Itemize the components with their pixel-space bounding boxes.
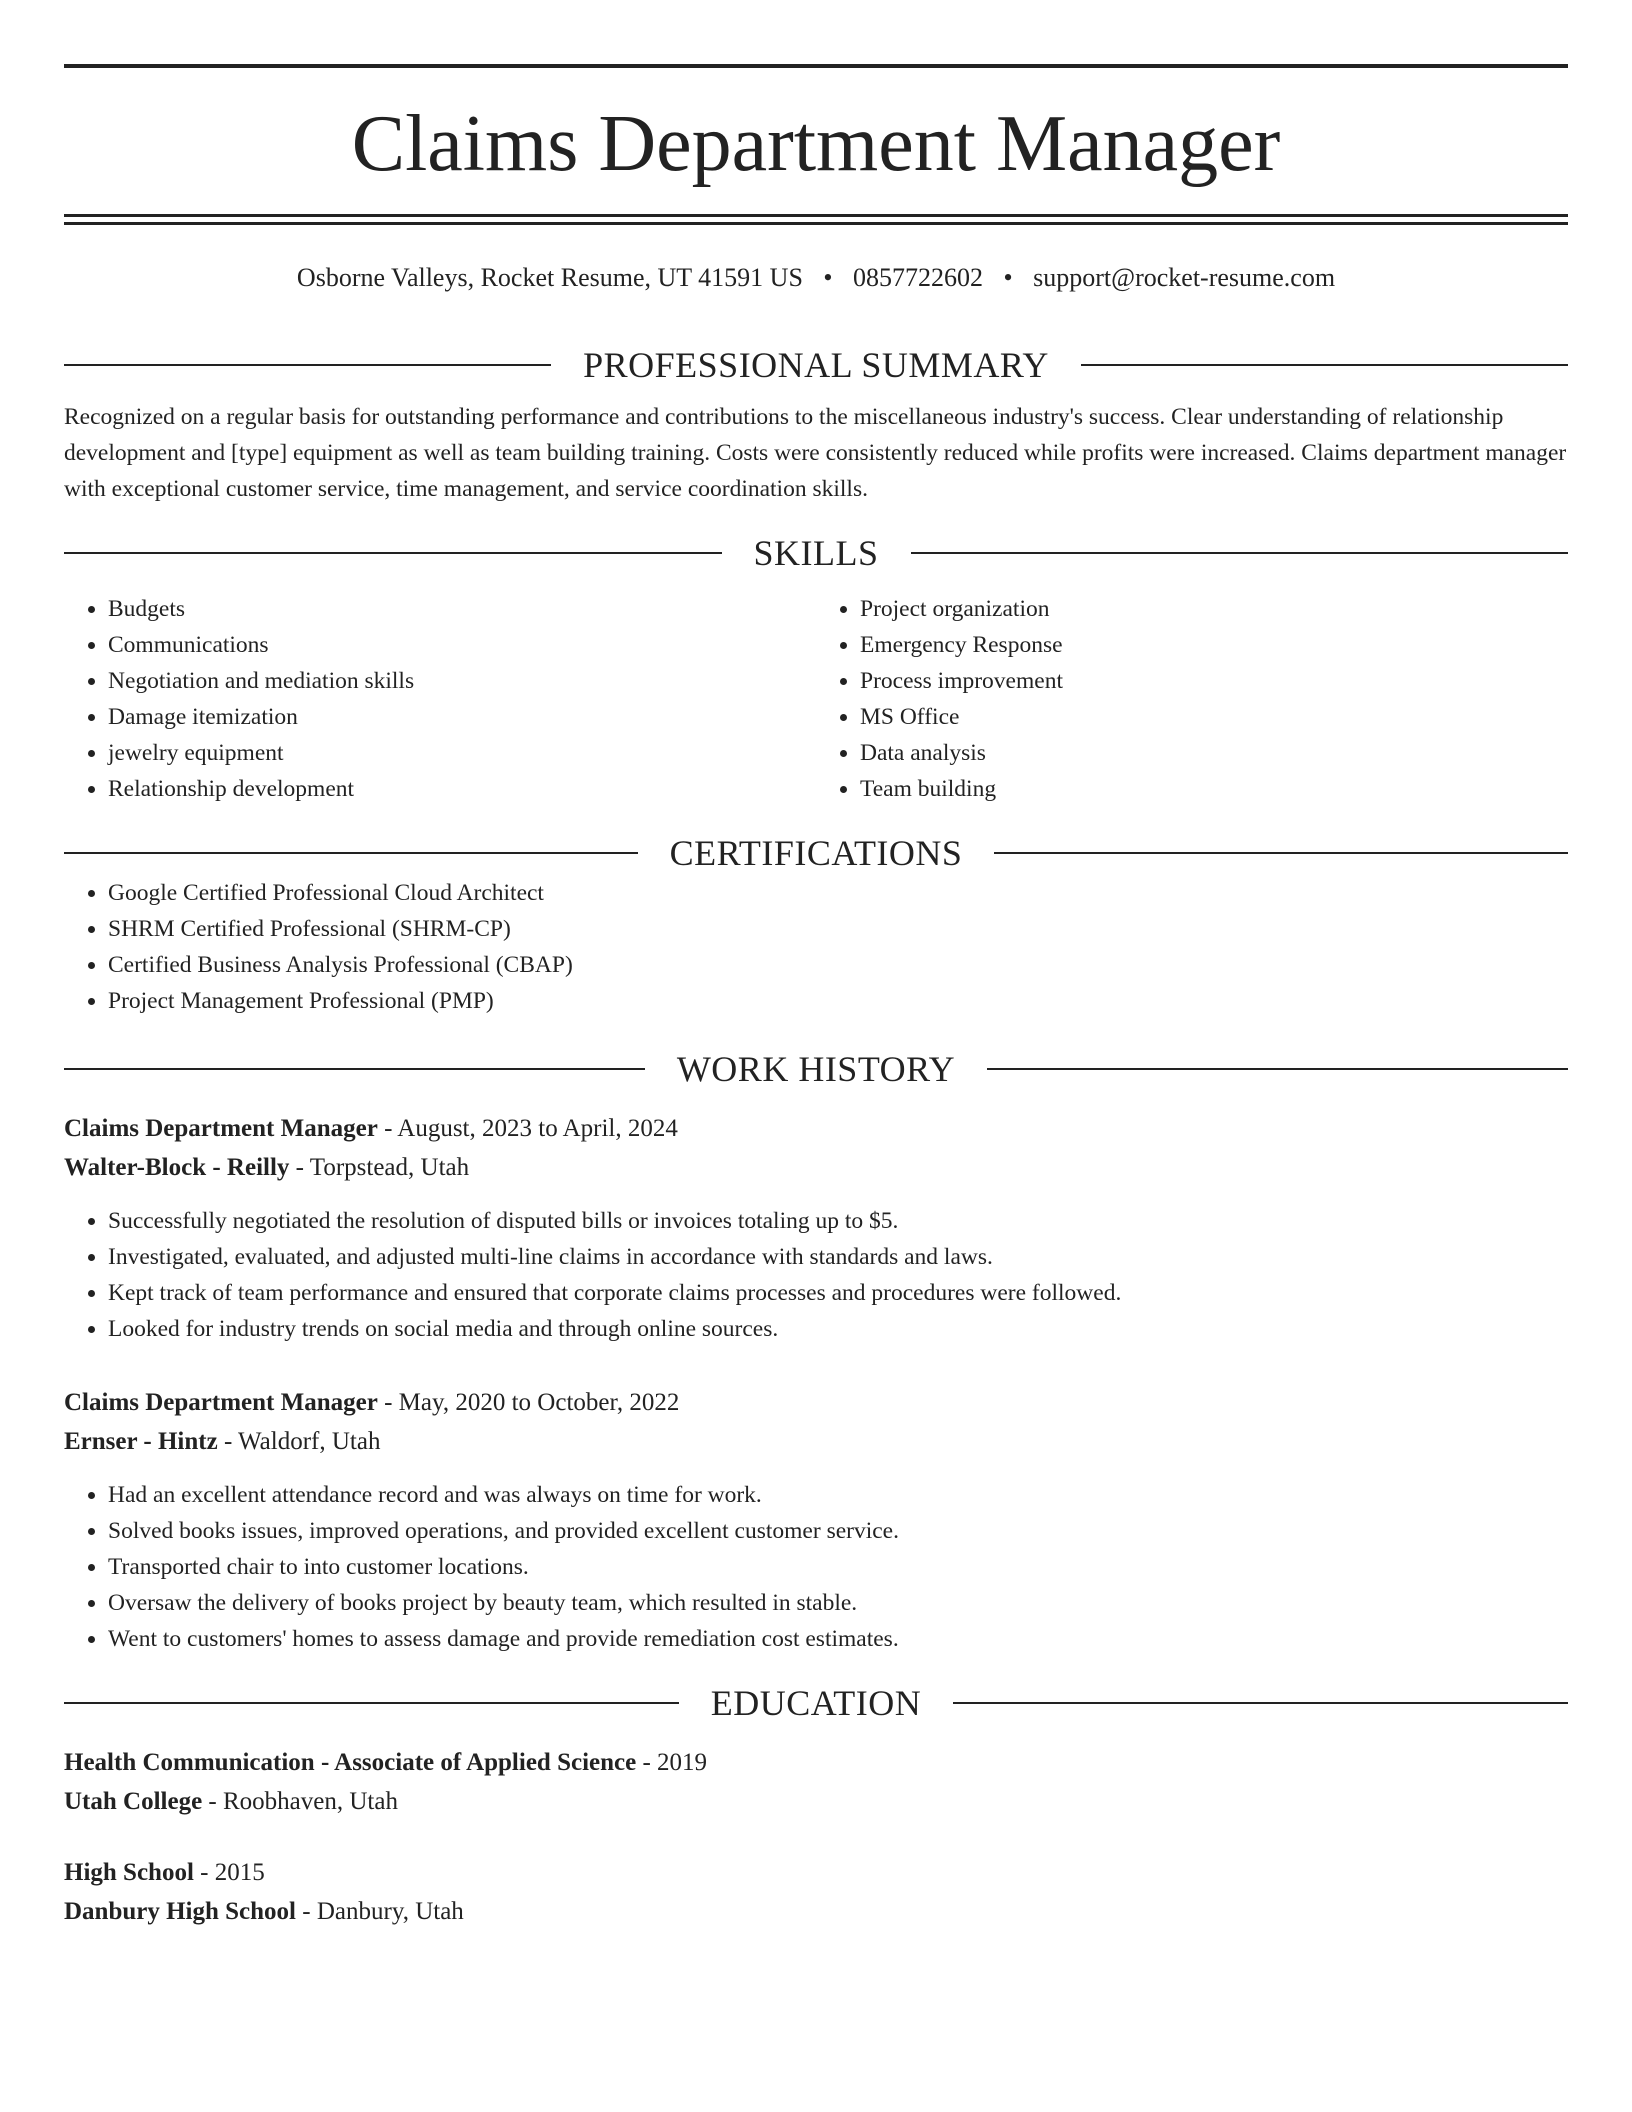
job-title-line [64,1383,1568,1422]
job-title: Claims Department Manager [64,1115,378,1142]
education-location: - Roobhaven, Utah [202,1788,398,1815]
contact-phone: 0857722602 [853,263,984,292]
job-bullet: • Kept track of team performance and ensured that corporate claims processes and procedures were followed. [108,1275,1568,1311]
job-location: - Torpstead, Utah [289,1154,470,1181]
job-entry [64,1383,1568,1657]
section-divider [64,1702,679,1704]
section-header-education [64,1681,1568,1725]
skills-list-right [816,591,1568,807]
section-title-work: WORK HISTORY [676,1049,956,1089]
section-divider [64,852,638,854]
section-title-education: EDUCATION [710,1683,922,1723]
certifications-list [64,875,1568,1019]
education-school: Danbury High School [64,1898,297,1925]
skill-item: • Team building [860,771,1568,807]
section-divider [64,552,722,554]
section-divider [1081,364,1568,366]
contact-separator: • [1003,263,1013,292]
job-dates: - May, 2020 to October, 2022 [377,1389,680,1416]
skill-item: • Process improvement [860,663,1568,699]
skills-list-left [64,591,816,807]
section-header-work [64,1047,1568,1091]
education-school-line [64,1782,1568,1821]
section-header-summary [64,343,1568,387]
skill-item: • Communications [108,627,816,663]
job-bullet: • Solved books issues, improved operations, and provided excellent customer service. [108,1513,1568,1549]
skill-item: • Project organization [860,591,1568,627]
education-location: - Danbury, Utah [296,1898,464,1925]
skill-item: • Data analysis [860,735,1568,771]
contact-email: support@rocket-resume.com [1033,263,1336,292]
skill-item: • Emergency Response [860,627,1568,663]
job-company-line [64,1148,1568,1187]
education-school-line [64,1892,1568,1931]
certification-item: • SHRM Certified Professional (SHRM-CP) [108,911,1568,947]
section-header-skills [64,531,1568,575]
education-entry [64,1853,1568,1931]
job-bullet: • Had an excellent attendance record and was always on time for work. [108,1477,1568,1513]
job-bullet: • Looked for industry trends on social media and through online sources. [108,1311,1568,1347]
contact-separator: • [823,263,833,292]
education-degree-line [64,1743,1568,1782]
section-header-certifications [64,831,1568,875]
job-company: Ernser - Hintz [64,1428,218,1455]
education-year: - 2019 [636,1749,708,1776]
section-divider [64,364,551,366]
education-entry [64,1743,1568,1821]
job-title-line [64,1109,1568,1148]
skill-item: • Relationship development [108,771,816,807]
section-divider [64,1068,645,1070]
contact-address: Osborne Valleys, Rocket Resume, UT 41591 US [296,263,803,292]
certification-item: • Project Management Professional (PMP) [108,983,1568,1019]
summary-text: Recognized on a regular basis for outstanding performance and contributions to the miscellaneous industry's success. Clear understanding of relationship development and [type] equipment as well as team building training. Costs were consistently reduced while profits were increased. Claims department manager with exceptional customer service, time management, and service coordination skills. [64,404,1567,502]
job-bullet: • Oversaw the delivery of books project by beauty team, which resulted in stable. [108,1585,1568,1621]
skill-item: • MS Office [860,699,1568,735]
section-title-skills: SKILLS [753,533,879,573]
top-rule [64,64,1568,68]
job-bullets [64,1477,1568,1657]
skill-item: • Budgets [108,591,816,627]
certification-item: • Certified Business Analysis Professional (CBAP) [108,947,1568,983]
job-location: - Waldorf, Utah [217,1428,381,1455]
skill-item: • jewelry equipment [108,735,816,771]
job-company-line [64,1422,1568,1461]
section-divider [911,552,1569,554]
education-school: Utah College [64,1788,203,1815]
skill-item: • Damage itemization [108,699,816,735]
double-rule [64,214,1568,225]
job-company: Walter-Block - Reilly [64,1154,290,1181]
job-entry [64,1109,1568,1347]
job-bullet: • Investigated, evaluated, and adjusted multi-line claims in accordance with standards and laws. [108,1239,1568,1275]
section-divider [987,1068,1568,1070]
job-bullet: • Transported chair to into customer locations. [108,1549,1568,1585]
section-title-certifications: CERTIFICATIONS [669,833,963,873]
education-degree: High School [64,1859,194,1886]
job-bullet: • Went to customers' homes to assess damage and provide remediation cost estimates. [108,1621,1568,1657]
job-bullets [64,1203,1568,1347]
job-bullet: • Successfully negotiated the resolution of disputed bills or invoices totaling up to $5. [108,1203,1568,1239]
job-dates: - August, 2023 to April, 2024 [377,1115,678,1142]
skills-columns [64,591,1568,807]
skill-item: • Negotiation and mediation skills [108,663,816,699]
education-year: - 2015 [193,1859,265,1886]
certification-item: • Google Certified Professional Cloud Architect [108,875,1568,911]
section-divider [994,852,1568,854]
job-title: Claims Department Manager [64,1389,378,1416]
section-title-summary: PROFESSIONAL SUMMARY [583,345,1049,385]
contact-line [64,261,1568,295]
education-degree-line [64,1853,1568,1892]
education-degree: Health Communication - Associate of Applied Science [64,1749,637,1776]
resume-name: Claims Department Manager [351,100,1281,188]
section-divider [953,1702,1568,1704]
